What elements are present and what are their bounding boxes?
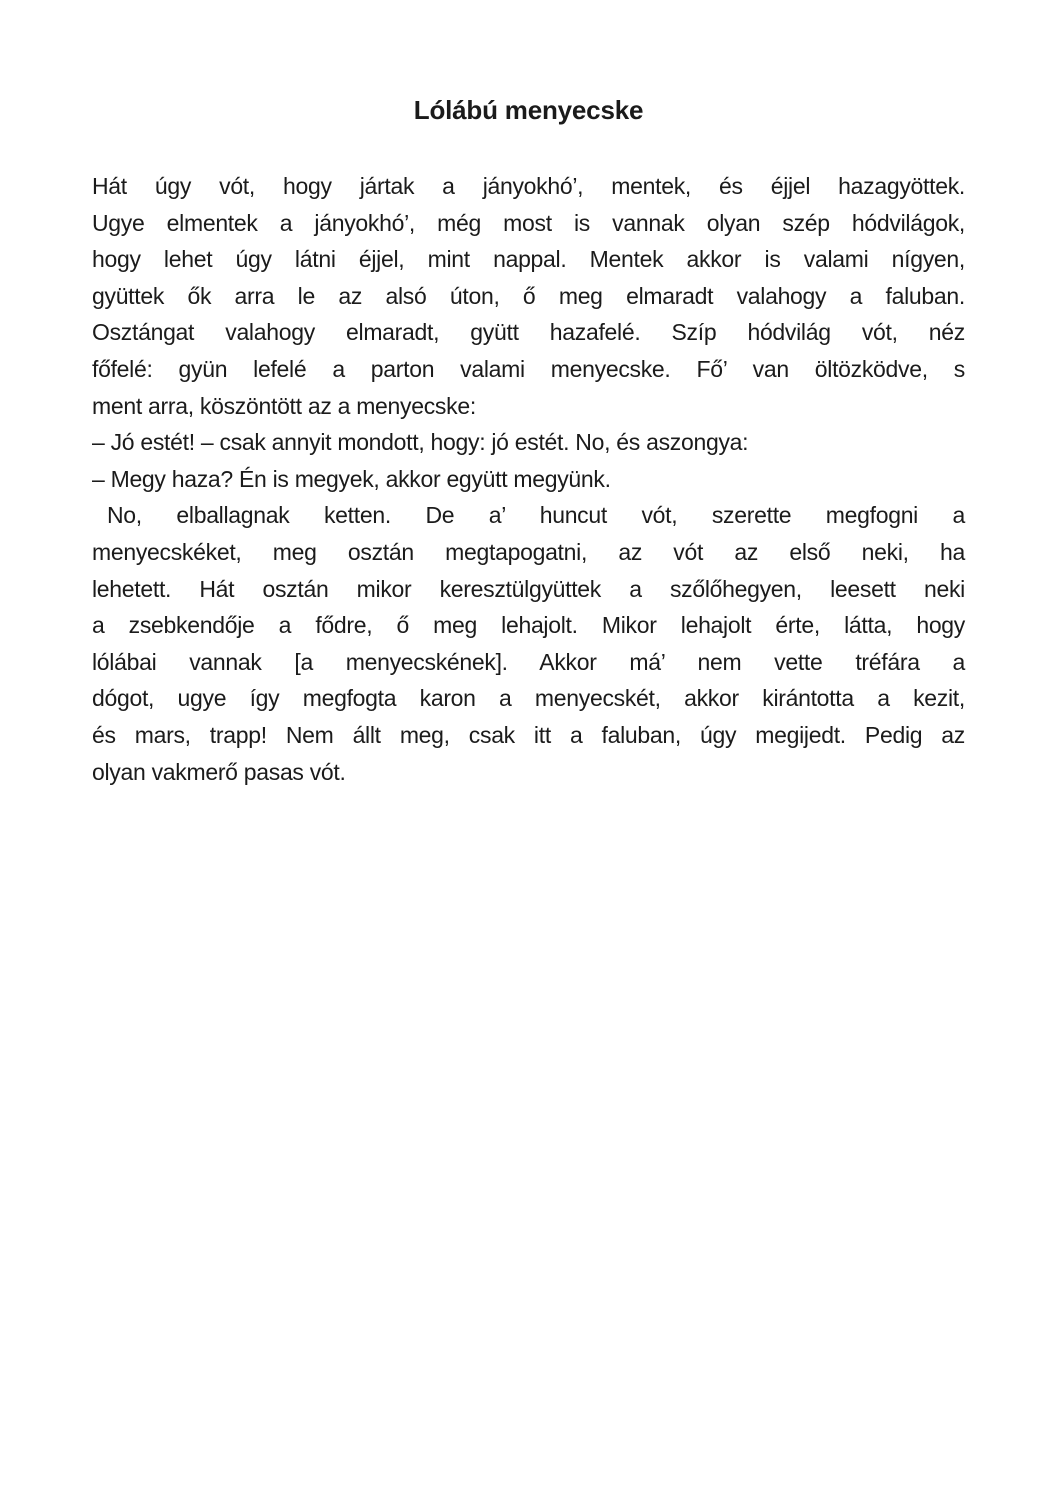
- text-line: No, elballagnak ketten. De a’ huncut vót, szerette megfogni a: [107, 502, 965, 529]
- document-body: [92, 168, 965, 790]
- text-line: – Jó estét! – csak annyit mondott, hogy: jó estét. No, és aszongya:: [92, 429, 749, 456]
- text-line: a zsebkendője a fődre, ő meg lehajolt. Mikor lehajolt érte, látta, hogy: [92, 612, 965, 639]
- text-line: lólábai vannak [a menyecskének]. Akkor má’ nem vette tréfára a: [92, 648, 965, 675]
- text-line: ment arra, köszöntött az a menyecske:: [92, 392, 476, 419]
- text-line: dógot, ugye így megfogta karon a menyecskét, akkor kirántotta a kezit,: [92, 685, 965, 712]
- text-line: Ugye elmentek a jányokhó’, még most is vannak olyan szép hódvilágok,: [92, 209, 965, 236]
- text-line: – Megy haza? Én is megyek, akkor együtt megyünk.: [92, 465, 611, 492]
- text-line: gyüttek ők arra le az alsó úton, ő meg elmaradt valahogy a faluban.: [92, 282, 965, 309]
- text-line: Osztángat valahogy elmaradt, gyütt hazafelé. Szíp hódvilág vót, néz: [92, 319, 965, 346]
- text-line: Hát úgy vót, hogy jártak a jányokhó’, mentek, és éjjel hazagyöttek.: [92, 173, 965, 199]
- text-line: olyan vakmerő pasas vót.: [92, 758, 346, 785]
- text-line: főfelé: gyün lefelé a parton valami menyecske. Fő’ van öltözködve, s: [92, 355, 965, 382]
- text-line: hogy lehet úgy látni éjjel, mint nappal. Mentek akkor is valami nígyen,: [92, 246, 965, 273]
- text-line: menyecskéket, meg osztán megtapogatni, az vót az első neki, ha: [92, 538, 965, 565]
- text-line: és mars, trapp! Nem állt meg, csak itt a faluban, úgy megijedt. Pedig az: [92, 721, 965, 748]
- document-title: Lólábú menyecske: [413, 95, 644, 125]
- text-line: lehetett. Hát osztán mikor keresztülgyüttek a szőlőhegyen, leesett neki: [92, 575, 965, 602]
